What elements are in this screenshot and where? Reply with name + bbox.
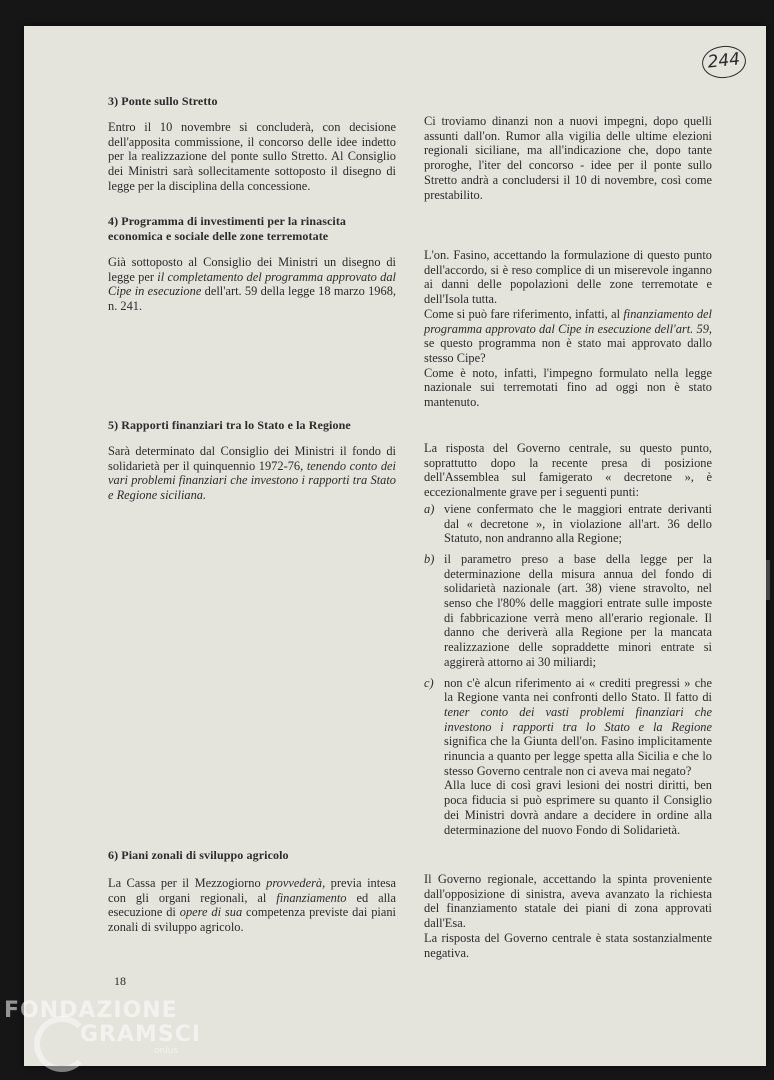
section-4-heading: 4) Programma di investimenti per la rinascita economica e sociale delle zone terremotate [108, 214, 347, 243]
section-6-commentary [424, 872, 712, 960]
watermark-logo: FONDAZIONE GRAMSCI onlus [4, 994, 204, 1078]
section-5-text: Sarà determinato dal Consiglio dei Ministri il fondo di solidarietà per il quinquennio 1972-76, tenendo conto dei vari problemi finanziari che investono i rapporti tra Stato e Regione siciliana. [108, 444, 396, 503]
section-5-commentary [424, 441, 712, 837]
paragraph: L'on. Fasino, accettando la formulazione di questo punto dell'accordo, si è reso complice di un miserevole inganno ai danni delle popolazioni delle zone terremotate e dell'Isola tutta. [424, 248, 712, 307]
paragraph: Come si può fare riferimento, infatti, al finanziamento del programma approvato dal Cipe in esecuzione dell'art. 59, se questo programma non è stato mai approvato dallo stesso Cipe? [424, 306, 712, 365]
section-3-text: Entro il 10 novembre si concluderà, con decisione dell'apposita commissione, il concorso delle idee indetto per la realizzazione del ponte sullo Stretto. Al Consiglio dei Ministri sarà sollecitamente sottoposto il disegno di legge per la disciplina della concessione. [108, 120, 396, 193]
list-item: c) non c'è alcun riferimento ai « crediti pregressi » che la Regione vanta nei confronti dello Stato. Il fatto di tener conto dei vasti problemi finanziari che investono i rapporti tra lo Stato e la Regione significa che la Giunta dell'on. Fasino implicitamente rinuncia a quanto per legge spetta alla Sicilia e che lo stesso Governo centrale non ci aveva mai negato? Alla luce di così gravi lesioni dei nostri diritti, ben poca fiducia si può esprimere su quanto il Consiglio dei Ministri dovrà andare a decidere in ordine alla determinazione del nuovo Fondo di Solidarietà. [424, 675, 712, 837]
section-6-heading: 6) Piani zonali di sviluppo agricolo [108, 848, 289, 862]
section-3-commentary: Ci troviamo dinanzi non a nuovi impegni, dopo quelli assunti dall'on. Rumor alla vigilia delle ultime elezioni regionali siciliane, ma all'indicazione che, dopo tante proroghe, l'iter del concorso - idee per il ponte sullo Stretto andrà a concludersi il 10 di novembre, così come prestabilito. [424, 114, 712, 202]
section-5-heading: 5) Rapporti finanziari tra lo Stato e la Regione [108, 418, 351, 432]
list-item: a) viene confermato che le maggiori entrate derivanti dal « decretone », in violazione all'art. 36 dello Statuto, non andranno alla Regione; [424, 501, 712, 546]
document-page [24, 26, 766, 1066]
paragraph: Alla luce di così gravi lesioni dei nostri diritti, ben poca fiducia si può esprimere su quanto il Consiglio dei Ministri dovrà andare a decidere in ordine alla determinazione del nuovo Fondo di Solidarietà. [444, 778, 712, 837]
scan-edge-mark [766, 560, 770, 600]
section-4-text: Già sottoposto al Consiglio dei Ministri un disegno di legge per il completamento del programma approvato dal Cipe in esecuzione dell'art. 59 della legge 18 marzo 1968, n. 241. [108, 255, 396, 314]
handwritten-page-number: 244 [700, 44, 747, 80]
section-3-heading: 3) Ponte sullo Stretto [108, 94, 218, 108]
list-item: b) il parametro preso a base della legge per la determinazione della misura annua del fondo di solidarietà nazionale (art. 38) viene stravolto, nel senso che l'80% delle maggiori entrate sulle imposte di fabbricazione verrà meno all'erario regionale. Il danno che deriverà alla Regione per la mancata realizzazione delle sopraddette minori entrate si aggirerà attorno ai 30 miliardi; [424, 551, 712, 669]
paragraph: Il Governo regionale, accettando la spinta proveniente dall'opposizione di sinistra, aveva avanzato la richiesta del finanziamento statale dei piani di zona approvati dall'Esa. [424, 872, 712, 931]
paragraph: La risposta del Governo centrale, su questo punto, soprattutto dopo la recente presa di posizione dell'Assemblea sul famigerato « decretone », è eccezionalmente grave per i seguenti punti: [424, 441, 712, 500]
paragraph: Come è noto, infatti, l'impegno formulato nella legge nazionale sui terremotati fino ad oggi non è stato mantenuto. [424, 365, 712, 410]
paragraph: La risposta del Governo centrale è stata sostanzialmente negativa. [424, 930, 712, 960]
page-number: 18 [114, 974, 126, 988]
section-6-text: La Cassa per il Mezzogiorno provvederà, previa intesa con gli organi regionali, al finanziamento ed alla esecuzione di opere di sua competenza previste dai piani zonali di sviluppo agricolo. [108, 876, 396, 935]
section-4-commentary [424, 248, 712, 410]
